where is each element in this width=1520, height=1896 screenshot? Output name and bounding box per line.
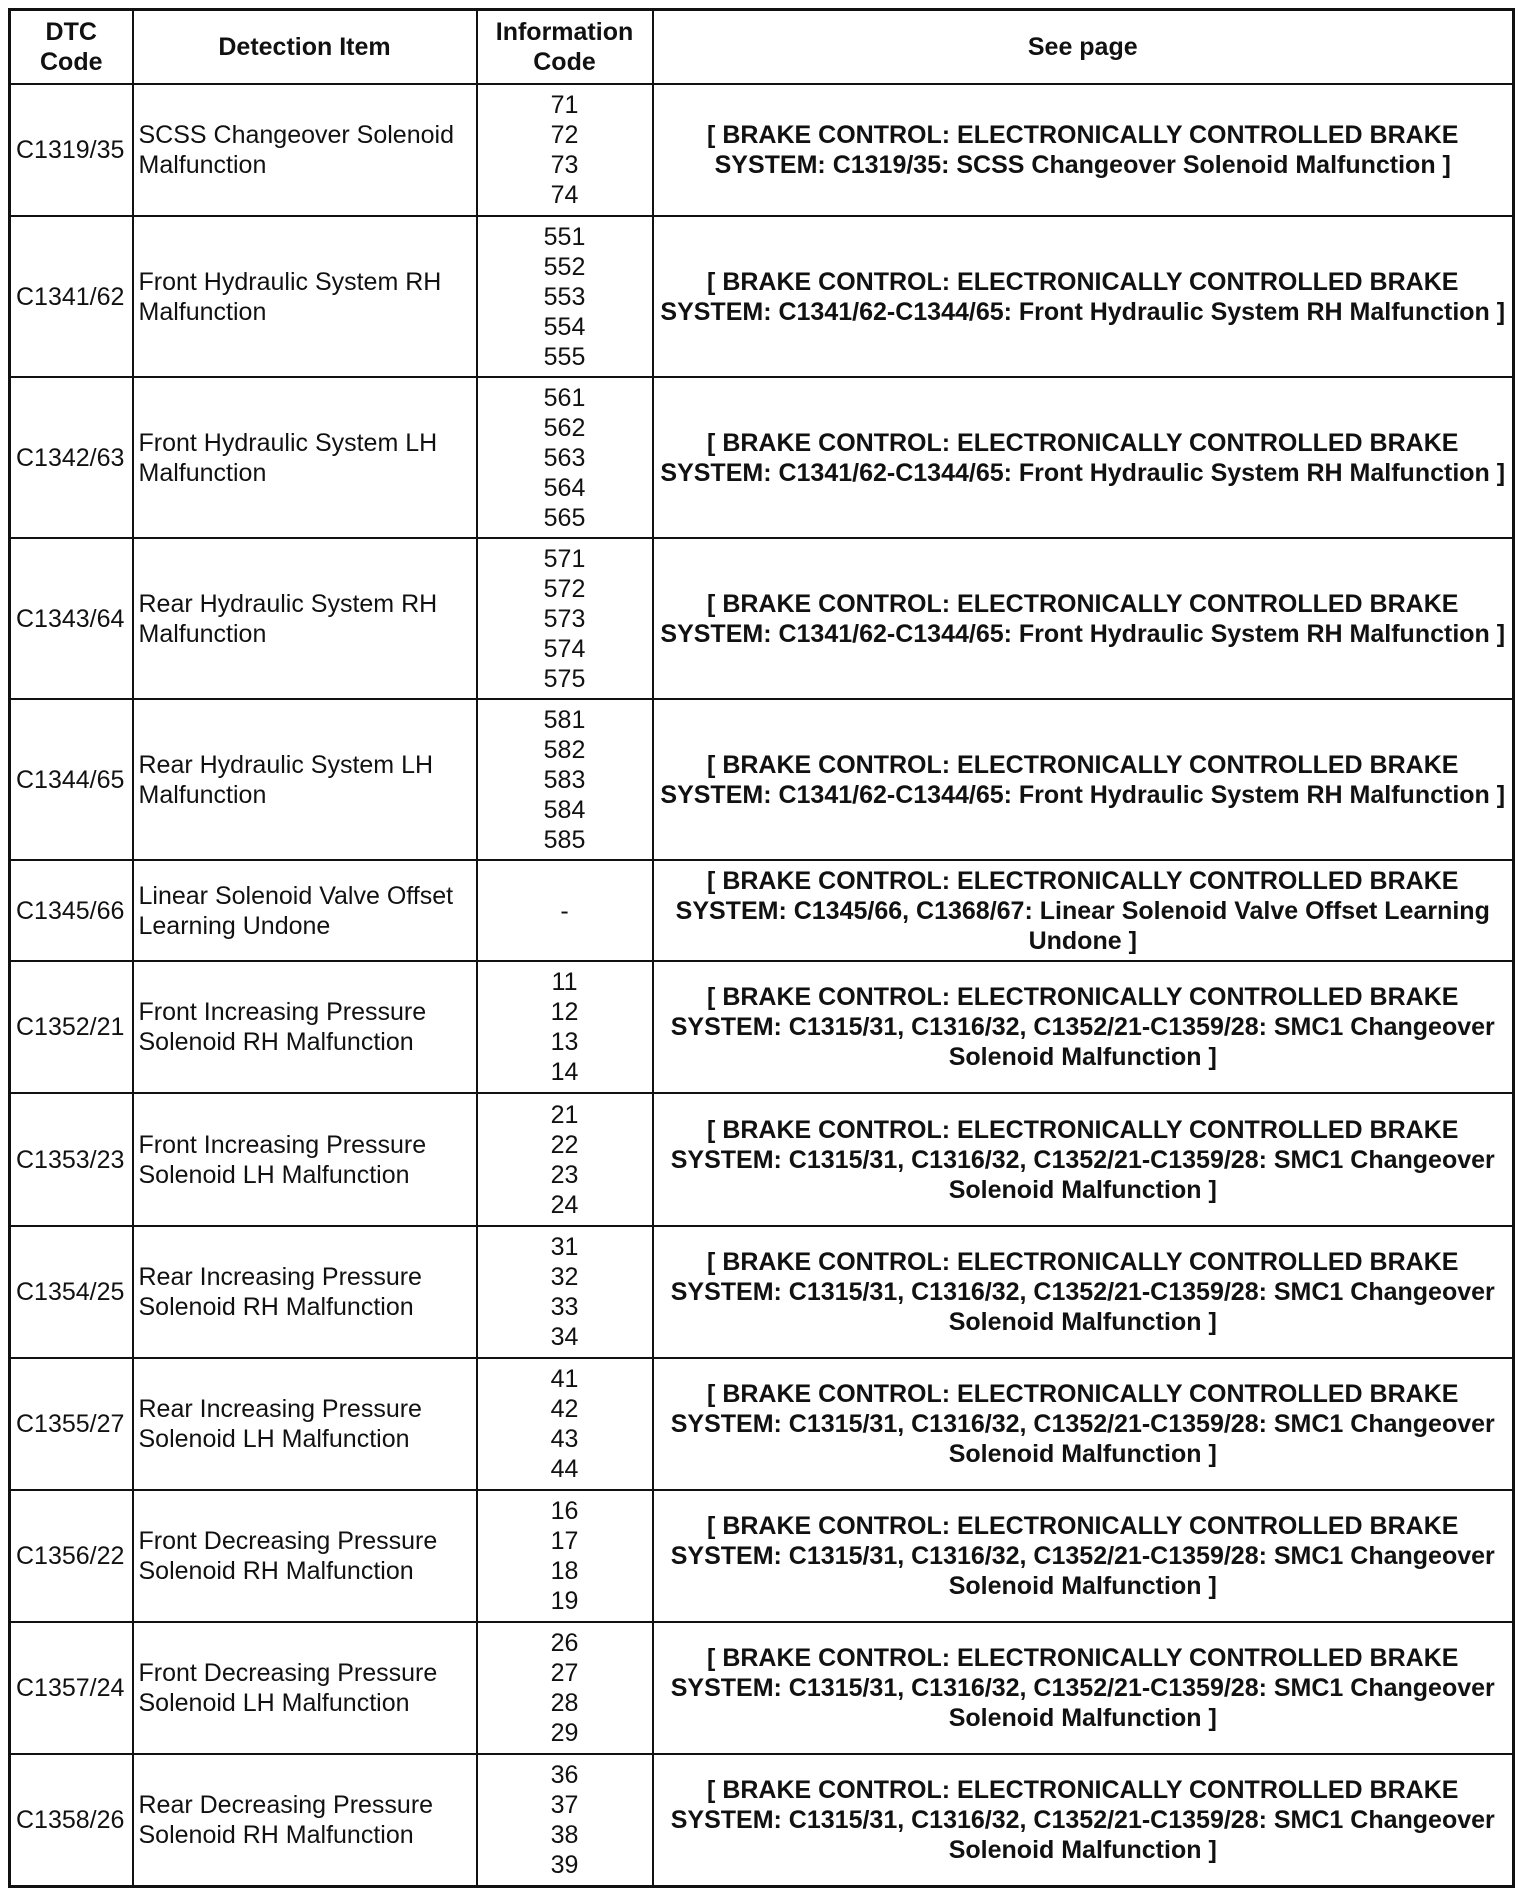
information-code: 14 — [550, 1058, 579, 1087]
information-code: 22 — [550, 1130, 579, 1159]
header-information-code-line-1: Information — [495, 18, 634, 46]
dtc-code-cell: C1343/64 — [10, 538, 133, 699]
detection-item-line: Malfunction — [138, 619, 267, 648]
table-row — [10, 699, 1514, 860]
see-page-link[interactable]: [ BRAKE CONTROL: ELECTRONICALLY CONTROLLED BRAKE SYSTEM: C1319/35: SCSS Changeover Solenoid Malfunction ] — [653, 84, 1514, 216]
information-code: 17 — [550, 1526, 579, 1555]
information-code: 32 — [550, 1262, 579, 1291]
table-row — [10, 1490, 1514, 1622]
dtc-code-cell: C1342/63 — [10, 377, 133, 538]
detection-item-line: Rear Increasing Pressure — [138, 1262, 422, 1291]
see-page-link[interactable]: [ BRAKE CONTROL: ELECTRONICALLY CONTROLLED BRAKE SYSTEM: C1315/31, C1316/32, C1352/21-C1359/28: SMC1 Changeover Solenoid Malfunction ] — [653, 1754, 1514, 1887]
detection-item-cell — [133, 1754, 477, 1887]
information-code-cell — [477, 1226, 653, 1358]
information-code: 12 — [550, 998, 579, 1027]
detection-item-line: Solenoid RH Malfunction — [138, 1292, 414, 1321]
information-code: 562 — [543, 413, 586, 442]
detection-item-line: Learning Undone — [138, 911, 331, 940]
information-code: 43 — [550, 1424, 579, 1453]
information-code: 36 — [550, 1760, 579, 1789]
information-code: 574 — [543, 634, 586, 663]
see-page-link[interactable]: [ BRAKE CONTROL: ELECTRONICALLY CONTROLLED BRAKE SYSTEM: C1341/62-C1344/65: Front Hydraulic System RH Malfunction ] — [653, 377, 1514, 538]
information-code-cell — [477, 1490, 653, 1622]
information-code: 554 — [543, 312, 586, 341]
information-code: 21 — [550, 1100, 579, 1129]
information-code: 39 — [550, 1850, 579, 1879]
information-code-cell — [477, 1754, 653, 1887]
information-code: 565 — [543, 503, 586, 532]
detection-item-cell — [133, 377, 477, 538]
detection-item-cell — [133, 84, 477, 216]
detection-item-cell — [133, 1358, 477, 1490]
see-page-link[interactable]: [ BRAKE CONTROL: ELECTRONICALLY CONTROLLED BRAKE SYSTEM: C1315/31, C1316/32, C1352/21-C1359/28: SMC1 Changeover Solenoid Malfunction ] — [653, 1093, 1514, 1225]
information-code: 26 — [550, 1628, 579, 1657]
information-code: 37 — [550, 1790, 579, 1819]
dtc-code-cell: C1358/26 — [10, 1754, 133, 1887]
table-row — [10, 377, 1514, 538]
detection-item-line: Malfunction — [138, 780, 267, 809]
information-code: 41 — [550, 1364, 579, 1393]
see-page-link[interactable]: [ BRAKE CONTROL: ELECTRONICALLY CONTROLLED BRAKE SYSTEM: C1341/62-C1344/65: Front Hydraulic System RH Malfunction ] — [653, 538, 1514, 699]
detection-item-cell — [133, 699, 477, 860]
detection-item-line: Rear Increasing Pressure — [138, 1394, 422, 1423]
information-code: 16 — [550, 1496, 579, 1525]
detection-item-line: Front Increasing Pressure — [138, 998, 427, 1027]
detection-item-cell — [133, 961, 477, 1093]
detection-item-line: Malfunction — [138, 297, 267, 326]
header-dtc-code-line-1: DTC — [45, 18, 97, 46]
information-code: 44 — [550, 1454, 579, 1483]
header-detection-item: Detection Item — [133, 10, 477, 85]
detection-item-cell — [133, 1622, 477, 1754]
information-code: 34 — [550, 1322, 579, 1351]
information-code: 582 — [543, 735, 586, 764]
detection-item-line: Rear Decreasing Pressure — [138, 1790, 434, 1819]
detection-item-line: Solenoid RH Malfunction — [138, 1820, 414, 1849]
detection-item-line: Solenoid LH Malfunction — [138, 1424, 410, 1453]
dtc-code-cell: C1357/24 — [10, 1622, 133, 1754]
detection-item-cell — [133, 1226, 477, 1358]
information-code: 31 — [550, 1232, 579, 1261]
header-dtc-code-line-2: Code — [40, 48, 103, 76]
see-page-link[interactable]: [ BRAKE CONTROL: ELECTRONICALLY CONTROLLED BRAKE SYSTEM: C1315/31, C1316/32, C1352/21-C1359/28: SMC1 Changeover Solenoid Malfunction ] — [653, 961, 1514, 1093]
information-code-cell — [477, 860, 653, 961]
dtc-code-cell: C1352/21 — [10, 961, 133, 1093]
detection-item-cell — [133, 1093, 477, 1225]
see-page-link[interactable]: [ BRAKE CONTROL: ELECTRONICALLY CONTROLLED BRAKE SYSTEM: C1345/66, C1368/67: Linear Solenoid Valve Offset Learning Undone ] — [653, 860, 1514, 961]
information-code: 561 — [543, 383, 586, 412]
information-code: 555 — [543, 342, 586, 371]
table-row — [10, 961, 1514, 1093]
table-row — [10, 538, 1514, 699]
information-code-cell — [477, 216, 653, 377]
information-code: 584 — [543, 795, 586, 824]
dtc-code-cell: C1353/23 — [10, 1093, 133, 1225]
information-code: 583 — [543, 765, 586, 794]
see-page-link[interactable]: [ BRAKE CONTROL: ELECTRONICALLY CONTROLLED BRAKE SYSTEM: C1315/31, C1316/32, C1352/21-C1359/28: SMC1 Changeover Solenoid Malfunction ] — [653, 1622, 1514, 1754]
information-code: 29 — [550, 1718, 579, 1747]
detection-item-line: Front Increasing Pressure — [138, 1130, 427, 1159]
see-page-link[interactable]: [ BRAKE CONTROL: ELECTRONICALLY CONTROLLED BRAKE SYSTEM: C1315/31, C1316/32, C1352/21-C1359/28: SMC1 Changeover Solenoid Malfunction ] — [653, 1226, 1514, 1358]
dtc-code-cell: C1341/62 — [10, 216, 133, 377]
detection-item-cell — [133, 860, 477, 961]
information-code: 11 — [551, 968, 578, 997]
header-information-code-line-2: Code — [533, 48, 596, 76]
information-code-cell — [477, 1622, 653, 1754]
information-code: 72 — [550, 121, 579, 150]
header-dtc-code — [10, 10, 133, 85]
detection-item-line: Front Hydraulic System LH — [138, 428, 438, 457]
header-information-code — [477, 10, 653, 85]
detection-item-cell — [133, 216, 477, 377]
information-code: 74 — [550, 181, 579, 210]
information-code: 23 — [550, 1160, 579, 1189]
information-code-cell — [477, 699, 653, 860]
information-code: 42 — [550, 1394, 579, 1423]
information-code: 27 — [550, 1658, 579, 1687]
detection-item-line: Solenoid RH Malfunction — [138, 1028, 414, 1057]
dtc-code-cell: C1345/66 — [10, 860, 133, 961]
detection-item-line: Solenoid LH Malfunction — [138, 1688, 410, 1717]
information-code: 585 — [543, 825, 586, 854]
detection-item-line: Rear Hydraulic System RH — [138, 589, 438, 618]
information-code: 18 — [550, 1556, 579, 1585]
table-row — [10, 1754, 1514, 1887]
information-code-cell — [477, 377, 653, 538]
information-code: 575 — [543, 664, 586, 693]
detection-item-line: Malfunction — [138, 151, 267, 180]
information-code: 13 — [550, 1028, 579, 1057]
see-page-link[interactable]: [ BRAKE CONTROL: ELECTRONICALLY CONTROLLED BRAKE SYSTEM: C1315/31, C1316/32, C1352/21-C1359/28: SMC1 Changeover Solenoid Malfunction ] — [653, 1358, 1514, 1490]
information-code-cell — [477, 538, 653, 699]
table-row — [10, 216, 1514, 377]
information-code: 571 — [543, 544, 586, 573]
detection-item-line: Solenoid LH Malfunction — [138, 1160, 410, 1189]
information-code: 71 — [550, 91, 579, 120]
information-code-cell — [477, 961, 653, 1093]
table-row — [10, 1358, 1514, 1490]
dtc-code-cell: C1354/25 — [10, 1226, 133, 1358]
detection-item-cell — [133, 538, 477, 699]
dtc-code-cell: C1356/22 — [10, 1490, 133, 1622]
detection-item-line: Malfunction — [138, 458, 267, 487]
detection-item-line: Front Decreasing Pressure — [138, 1526, 438, 1555]
information-code: 563 — [543, 443, 586, 472]
dtc-code-cell: C1319/35 — [10, 84, 133, 216]
table-row — [10, 84, 1514, 216]
detection-item-cell — [133, 1490, 477, 1622]
dtc-code-cell: C1344/65 — [10, 699, 133, 860]
information-code-cell — [477, 84, 653, 216]
information-code: 28 — [550, 1688, 579, 1717]
information-code: 19 — [550, 1586, 579, 1615]
information-code: 38 — [550, 1820, 579, 1849]
information-code: 33 — [550, 1292, 579, 1321]
table-row — [10, 1622, 1514, 1754]
table-row — [10, 1093, 1514, 1225]
detection-item-line: Front Hydraulic System RH — [138, 267, 442, 296]
table-body — [10, 84, 1514, 1887]
information-code: 573 — [543, 604, 586, 633]
dtc-table — [8, 8, 1515, 1888]
information-code: 553 — [543, 282, 586, 311]
information-code: 552 — [543, 252, 586, 281]
information-code: 572 — [543, 574, 586, 603]
detection-item-line: Rear Hydraulic System LH — [138, 750, 434, 779]
information-code: - — [560, 896, 569, 925]
information-code-cell — [477, 1358, 653, 1490]
detection-item-line: Solenoid RH Malfunction — [138, 1556, 414, 1585]
see-page-link[interactable]: [ BRAKE CONTROL: ELECTRONICALLY CONTROLLED BRAKE SYSTEM: C1341/62-C1344/65: Front Hydraulic System RH Malfunction ] — [653, 216, 1514, 377]
information-code: 581 — [543, 705, 586, 734]
table-header-row — [10, 10, 1514, 85]
header-see-page: See page — [653, 10, 1514, 85]
dtc-code-cell: C1355/27 — [10, 1358, 133, 1490]
table-row — [10, 860, 1514, 961]
detection-item-line: Front Decreasing Pressure — [138, 1658, 438, 1687]
information-code: 24 — [550, 1190, 579, 1219]
information-code: 564 — [543, 473, 586, 502]
information-code: 73 — [550, 151, 579, 180]
detection-item-line: SCSS Changeover Solenoid — [138, 121, 454, 150]
see-page-link[interactable]: [ BRAKE CONTROL: ELECTRONICALLY CONTROLLED BRAKE SYSTEM: C1341/62-C1344/65: Front Hydraulic System RH Malfunction ] — [653, 699, 1514, 860]
see-page-link[interactable]: [ BRAKE CONTROL: ELECTRONICALLY CONTROLLED BRAKE SYSTEM: C1315/31, C1316/32, C1352/21-C1359/28: SMC1 Changeover Solenoid Malfunction ] — [653, 1490, 1514, 1622]
detection-item-line: Linear Solenoid Valve Offset — [138, 881, 454, 910]
table-row — [10, 1226, 1514, 1358]
information-code: 551 — [543, 222, 586, 251]
information-code-cell — [477, 1093, 653, 1225]
